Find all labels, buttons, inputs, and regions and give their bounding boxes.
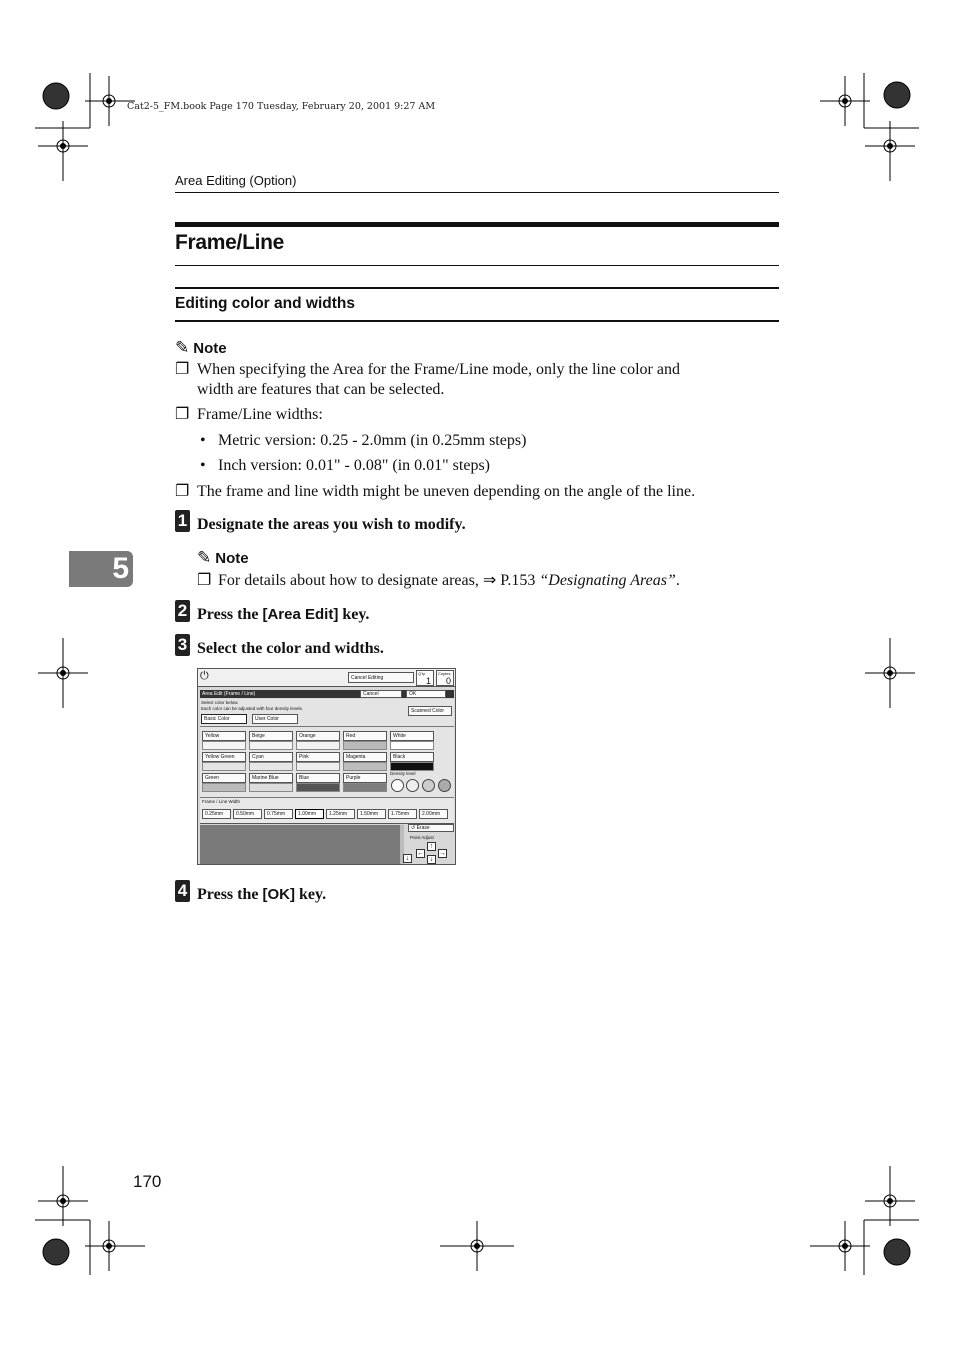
color-button[interactable]: Black [390, 752, 434, 762]
note-item-1-line-1: When specifying the Area for the Frame/Line mode, only the line color and [197, 361, 680, 378]
color-swatch [296, 783, 340, 792]
chapter-tab: 5 [69, 551, 133, 587]
section-title: Frame/Line [175, 231, 285, 254]
preview-area [200, 825, 400, 864]
color-button[interactable]: Marine Blue [249, 773, 293, 783]
color-button[interactable]: Pink [296, 752, 340, 762]
color-button[interactable]: Purple [343, 773, 387, 783]
color-swatch [202, 762, 246, 771]
qty-display [416, 670, 434, 686]
color-swatch [343, 741, 387, 750]
cancel-editing-button[interactable]: Cancel Editing [348, 672, 414, 683]
color-swatch [390, 762, 434, 771]
erase-label: Erase [416, 825, 430, 831]
note-item-1-line-2: width are features that can be selected. [197, 381, 445, 398]
step-number-3: 3 [175, 634, 190, 656]
color-button[interactable]: Cyan [249, 752, 293, 762]
area-edit-key: [Area Edit] [262, 606, 339, 623]
subsection-title: Editing color and widths [175, 295, 355, 312]
print-header: Cat2-5_FM.book Page 170 Tuesday, February 20, 2001 9:27 AM [127, 101, 436, 112]
density-label: Density level [390, 771, 416, 776]
step-4-post: key. [294, 886, 327, 903]
color-swatch [343, 762, 387, 771]
qty-label: Q'ty [418, 671, 425, 676]
density-level-3[interactable] [422, 779, 435, 792]
copies-value: 0 [445, 676, 451, 686]
note-text-prefix: For details about how to designate areas, ⇒ P.153 [218, 572, 540, 589]
bullet: • [200, 432, 206, 449]
cross-reference-link[interactable]: “Designating Areas” [539, 572, 676, 589]
copies-display [436, 670, 454, 686]
step-1-note-text [218, 571, 680, 591]
arrow-left-icon[interactable]: ← [417, 850, 424, 857]
subsection-top-rule [175, 287, 779, 289]
note-checkbox: ❐ [175, 361, 190, 378]
note-item-2: Frame/Line widths: [197, 406, 323, 423]
basic-color-tab[interactable]: Basic Color [201, 714, 247, 724]
density-level-1[interactable] [391, 779, 404, 792]
color-swatch [296, 762, 340, 771]
color-button[interactable]: Yellow [202, 731, 246, 741]
color-button[interactable]: Yellow Green [202, 752, 246, 762]
section-top-rule [175, 222, 779, 227]
width-option-button[interactable]: 2.00mm [419, 809, 448, 819]
note-label: Note [193, 340, 227, 357]
scroll-down-icon[interactable]: ↓ [403, 854, 412, 863]
width-label: Frame / Line Width [202, 799, 241, 804]
ok-button[interactable]: OK [406, 690, 446, 698]
note-checkbox: ❐ [175, 406, 190, 423]
width-option-button[interactable]: 1.00mm [295, 809, 324, 819]
qty-value: 1 [425, 676, 431, 686]
color-swatch [296, 741, 340, 750]
step-2-post: key. [338, 606, 370, 623]
erase-icon: ↺ [411, 825, 416, 831]
width-bullet-metric: Metric version: 0.25 - 2.0mm (in 0.25mm steps) [218, 432, 527, 449]
arrow-up-icon[interactable]: ↑ [427, 842, 436, 851]
width-option-button[interactable]: 0.50mm [233, 809, 262, 819]
header-rule [175, 192, 779, 193]
arrow-right-icon[interactable]: → [439, 850, 446, 857]
width-option-button[interactable]: 0.75mm [264, 809, 293, 819]
color-button[interactable]: White [390, 731, 434, 741]
step-2-text [197, 606, 369, 624]
user-color-tab[interactable]: User Color [252, 714, 298, 724]
width-bullet-inch: Inch version: 0.01" - 0.08" (in 0.01" steps) [218, 457, 490, 474]
color-swatch [249, 783, 293, 792]
instructions-line-1: Select color below. [201, 700, 239, 705]
bullet: • [200, 457, 206, 474]
color-button[interactable]: Magenta [343, 752, 387, 762]
color-swatch [202, 741, 246, 750]
dialog-title: Area Edit (Frame / Line) [202, 691, 256, 697]
note-checkbox: ❐ [175, 483, 190, 500]
step-4-text [197, 886, 326, 904]
color-button[interactable]: Orange [296, 731, 340, 741]
note-checkbox: ❐ [197, 572, 212, 589]
copies-label: Copies [438, 671, 451, 676]
color-button[interactable]: Blue [296, 773, 340, 783]
erase-button[interactable] [408, 824, 454, 832]
subsection-bottom-rule [175, 320, 779, 322]
density-level-4[interactable] [438, 779, 451, 792]
panel-divider [200, 726, 454, 727]
step-number-2: 2 [175, 600, 190, 622]
color-button[interactable]: Beige [249, 731, 293, 741]
width-option-button[interactable]: 1.25mm [326, 809, 355, 819]
power-icon: ⏻ [200, 670, 209, 682]
note-heading [175, 338, 227, 358]
ok-key: [OK] [262, 886, 295, 903]
width-option-button[interactable]: 1.75mm [388, 809, 417, 819]
color-swatch [390, 741, 434, 750]
instructions-line-2: Each color can be adjusted with four density levels. [201, 706, 304, 711]
color-swatch [249, 741, 293, 750]
step-4-pre: Press the [197, 886, 263, 903]
note-item-3: The frame and line width might be uneven depending on the angle of the line. [197, 483, 696, 500]
width-option-button[interactable]: 0.25mm [202, 809, 231, 819]
note-item-1 [197, 360, 779, 400]
step-1-note-heading [197, 548, 249, 568]
note-text-suffix: . [675, 572, 680, 589]
color-button[interactable]: Red [343, 731, 387, 741]
arrow-down-icon[interactable]: ↓ [427, 855, 436, 864]
step-1-text: Designate the areas you wish to modify. [197, 516, 466, 533]
point-adjust-label: Point Adjust [410, 835, 434, 840]
step-3-text: Select the color and widths. [197, 640, 384, 657]
running-head: Area Editing (Option) [175, 173, 297, 188]
color-button[interactable]: Green [202, 773, 246, 783]
copier-screen [197, 668, 456, 865]
width-option-button[interactable]: 1.50mm [357, 809, 386, 819]
step-number-4: 4 [175, 880, 190, 902]
pencil-icon: ✎ [197, 548, 212, 567]
section-bottom-rule [175, 265, 779, 266]
color-swatch [202, 783, 246, 792]
scanned-color-button[interactable]: Scanned Color [408, 706, 452, 716]
note-label: Note [215, 550, 249, 567]
page-number: 170 [133, 1172, 162, 1191]
color-swatch [343, 783, 387, 792]
density-level-2[interactable] [406, 779, 419, 792]
pencil-icon: ✎ [175, 338, 190, 357]
step-number-1: 1 [175, 510, 190, 532]
color-swatch [249, 762, 293, 771]
step-2-pre: Press the [197, 606, 263, 623]
cancel-button[interactable]: Cancel [360, 690, 402, 698]
